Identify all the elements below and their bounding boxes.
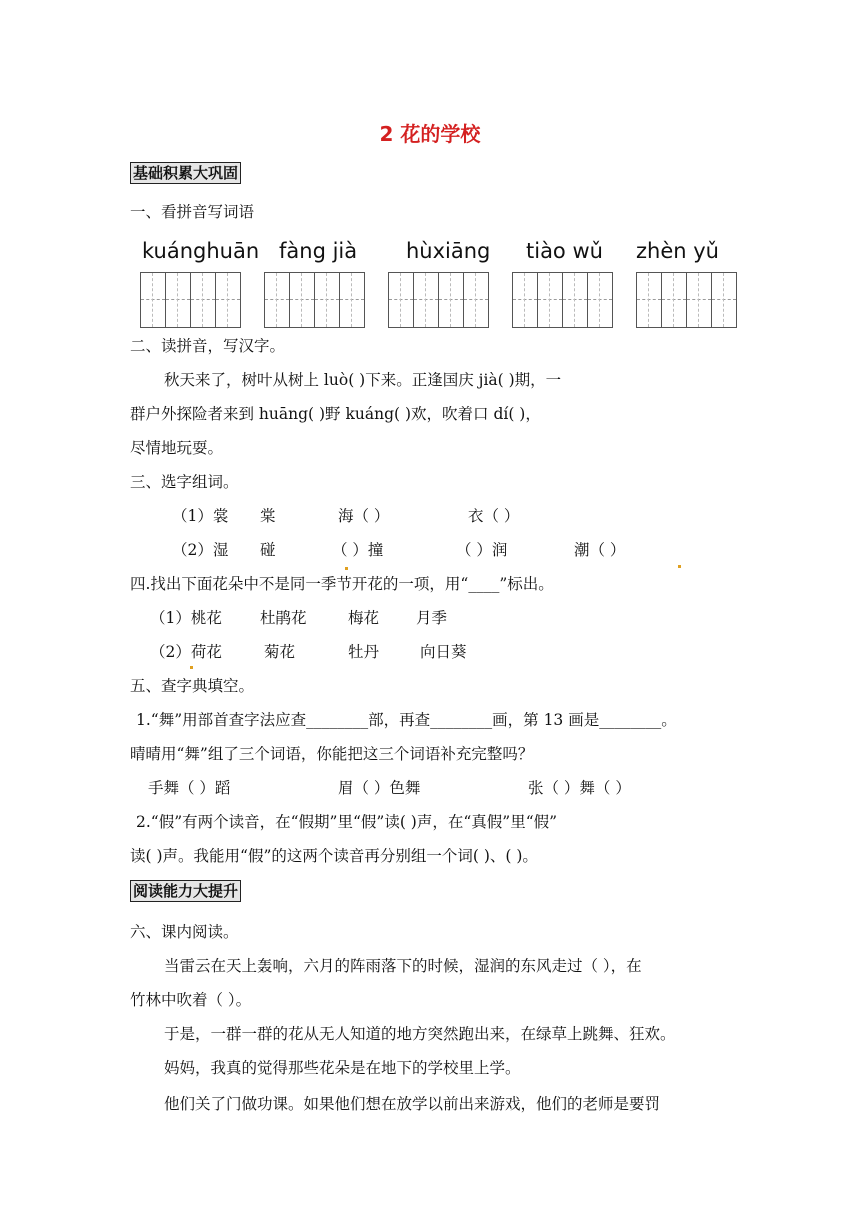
q4-r2-d: 向日葵 [420, 643, 467, 661]
q6-heading: 六、课内阅读。 [130, 923, 239, 941]
q3-r2-b: 碰 [260, 541, 276, 559]
q3-heading: 三、选字组词。 [130, 473, 239, 491]
q3-r2-a: （2）湿 [172, 541, 229, 559]
highlight-mark [190, 654, 193, 673]
q2-line-3: 尽情地玩耍。 [130, 439, 224, 457]
q1-heading: 一、看拼音写词语 [130, 203, 255, 221]
writing-grid-2[interactable] [264, 272, 365, 328]
q5-word-2: 眉（ ）色舞 [338, 779, 421, 797]
q6-para-1a: 当雷云在天上轰响，六月的阵雨落下的时候，湿润的东风走过（ ），在 [164, 957, 642, 975]
q5-line-3: 2.“假”有两个读音，在“假期”里“假”读( )声，在“真假”里“假” [136, 813, 558, 831]
q3-r1-c: 海（ ） [338, 507, 390, 525]
q4-r1-d: 月季 [416, 609, 448, 627]
pinyin-1: kuánghuān [142, 239, 260, 263]
q4-r2-c: 牡丹 [348, 643, 380, 661]
q2-heading: 二、读拼音，写汉字。 [130, 337, 286, 355]
highlight-mark [678, 553, 681, 572]
q4-r2-a: （2）荷花 [150, 643, 222, 661]
q2-line-1: 秋天来了，树叶从树上 luò( )下来。正逢国庆 jià( )期，一 [164, 371, 562, 389]
highlight-mark [345, 555, 348, 574]
q4-r2-b: 菊花 [264, 643, 296, 661]
q4-r1-a: （1）桃花 [150, 609, 222, 627]
writing-grid-5[interactable] [636, 272, 737, 328]
pinyin-2: fàng jià [279, 239, 358, 263]
q4-r1-c: 梅花 [348, 609, 380, 627]
q3-r1-d: 衣（ ） [468, 507, 520, 525]
writing-grid-1[interactable] [140, 272, 241, 328]
q6-para-4: 他们关了门做功课。如果他们想在放学以前出来游戏，他们的老师是要罚 [164, 1095, 661, 1113]
q3-r2-d: （ ）润 [456, 541, 508, 559]
q5-heading: 五、查字典填空。 [130, 677, 255, 695]
q5-line-1: 1.“舞”用部首查字法应查________部，再查________画，第 13 画是________。 [136, 711, 677, 729]
q5-line-4: 读( )声。我能用“假”的这两个读音再分别组一个词( )、( )。 [130, 847, 538, 865]
q3-r2-e: 潮（ ） [574, 541, 626, 559]
q5-word-3: 张（ ）舞（ ） [528, 779, 631, 797]
pinyin-4: tiào wǔ [526, 239, 603, 263]
q3-r2-c: （ ）撞 [332, 541, 384, 559]
q4-r1-b: 杜鹃花 [260, 609, 307, 627]
pinyin-3: hùxiāng [406, 239, 491, 263]
q2-line-2: 群户外探险者来到 huāng( )野 kuáng( )欢，吹着口 dí( )， [130, 405, 541, 423]
q6-para-1b: 竹林中吹着（ ）。 [130, 991, 252, 1009]
page-title: 2 花的学校 [379, 122, 481, 146]
section-reading-header: 阅读能力大提升 [130, 880, 241, 902]
writing-grid-4[interactable] [512, 272, 613, 328]
q3-r1-a: （1）裳 [172, 507, 229, 525]
section-basic-header: 基础积累大巩固 [130, 162, 241, 184]
q3-r1-b: 棠 [260, 507, 276, 525]
q5-line-2: 晴晴用“舞”组了三个词语，你能把这三个词语补充完整吗？ [130, 745, 534, 763]
pinyin-5: zhèn yǔ [636, 239, 719, 263]
q6-para-2: 于是，一群一群的花从无人知道的地方突然跑出来，在绿草上跳舞、狂欢。 [164, 1025, 676, 1043]
writing-grid-3[interactable] [388, 272, 489, 328]
q6-para-3: 妈妈，我真的觉得那些花朵是在地下的学校里上学。 [164, 1059, 521, 1077]
q4-heading: 四.找出下面花朵中不是同一季节开花的一项，用“____”标出。 [130, 575, 554, 593]
q5-word-1: 手舞（ ）蹈 [148, 779, 231, 797]
